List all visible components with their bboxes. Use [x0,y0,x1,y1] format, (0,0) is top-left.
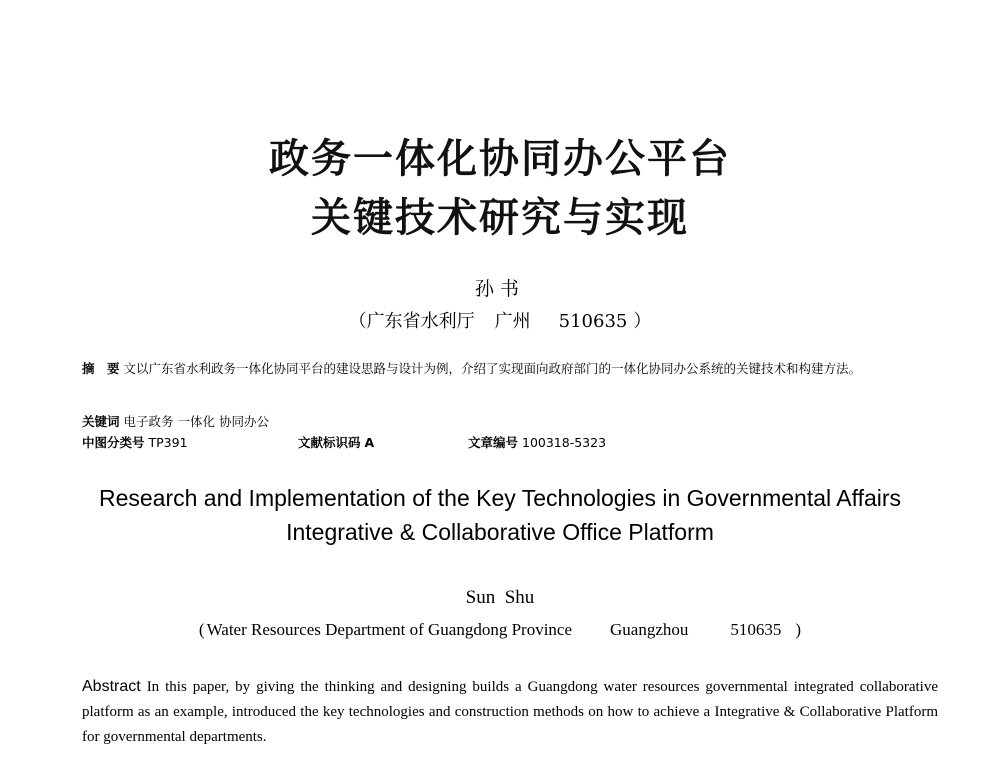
clc-value: TP391 [148,435,188,450]
author-cn: 孙书 [474,278,525,300]
affiliation-en-close: ) [795,620,802,639]
affiliation-cn-city: 广州 [494,311,531,332]
affiliation-en-org: Water Resources Department of Guangdong Province [206,620,573,639]
clc-number [82,433,188,451]
keywords-cn [82,411,938,433]
affiliation-en-open: ( [198,620,205,639]
doc-label: 文献标识码 [298,435,361,450]
doc-value: A [364,435,375,450]
affiliation-cn-postcode: 510635 [558,311,628,332]
article-number [468,433,606,451]
abstract-en-label: Abstract [82,678,141,695]
title-en-line2: Integrative & Collaborative Office Platform [286,519,714,545]
abstract-cn [82,358,938,380]
abstract-cn-text: 文以广东省水利政务一体化协同平台的建设思路与设计为例，介绍了实现面向政府部门的一体化协同办公系统的关键技术和构建方法。 [123,361,862,376]
abstract-en-text: In this paper, by giving the thinking and designing builds a Guangdong water resources governmental integrated collaborative platform as an example, introduced the key technologies and construction methods on how to achieve a Integrative & Collaborative Platform for governmental departments. [82,679,938,745]
affiliation-cn-close: ） [633,311,652,332]
abstract-cn-label: 摘 要 [82,361,120,376]
title-cn-line1: 政务一体化协同办公平台 [269,136,731,182]
keywords-cn-label: 关键词 [82,414,120,429]
article-value: 100318-5323 [522,435,607,450]
affiliation-en-city: Guangzhou [610,620,689,639]
title-cn-line2: 关键技术研究与实现 [311,195,689,241]
keywords-cn-terms: 电子政务 一体化 协同办公 [123,414,269,429]
clc-label: 中图分类号 [82,435,145,450]
classification-row [82,433,938,455]
author-en: Sun Shu [465,587,535,608]
affiliation-cn-org: 广东省水利厅 [366,311,475,332]
abstract-en [82,674,938,750]
affiliation-cn [0,307,1000,333]
affiliation-cn-open: （ [348,311,367,332]
affiliation-en-postcode: 510635 [730,620,782,639]
article-label: 文章编号 [468,435,519,450]
title-en-line1: Research and Implementation of the Key Technologies in Governmental Affairs [98,485,902,511]
affiliation-en [0,620,1000,640]
document-code [298,433,374,451]
title-en [0,481,1000,549]
